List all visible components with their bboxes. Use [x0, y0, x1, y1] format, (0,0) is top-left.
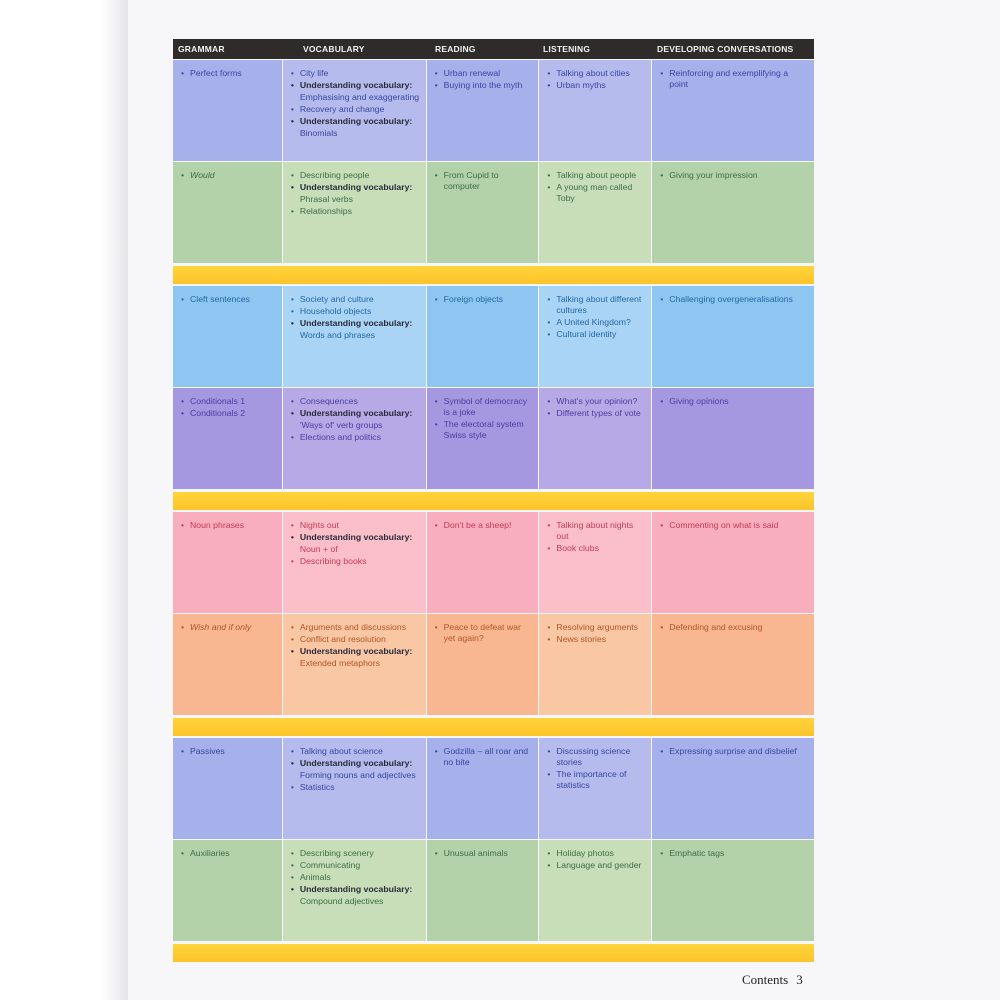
list-item: Forming nouns and adjectives [299, 770, 416, 780]
cell-list [433, 396, 533, 441]
cell-list [545, 68, 645, 91]
table-cell [652, 614, 814, 715]
table-cell [173, 840, 282, 941]
table-cell [652, 388, 814, 489]
page-number: 3 [796, 972, 803, 987]
table-cell [283, 512, 426, 613]
list-item: • Elections and politics [289, 432, 420, 443]
table-row [173, 738, 814, 839]
table-cell [283, 162, 426, 263]
list-item: • Understanding vocabulary: [289, 182, 420, 193]
list-item: Compound adjectives [299, 896, 384, 906]
table-cell [173, 162, 282, 263]
cell-list [658, 294, 808, 305]
list-item: • Symbol of democracy is a joke [433, 396, 533, 418]
list-item: • Consequences [289, 396, 420, 407]
cell-list [179, 520, 276, 531]
table-cell [283, 738, 426, 839]
table-row [173, 388, 814, 489]
list-item: • Understanding vocabulary: [289, 884, 420, 895]
header-cell: LISTENING [543, 44, 591, 54]
table-cell [283, 60, 426, 161]
cell-list [545, 622, 645, 645]
list-item: • Arguments and discussions [289, 622, 420, 633]
list-item: • Urban renewal [433, 68, 533, 79]
cell-list [545, 746, 645, 791]
list-item: • Defending and excusing [658, 622, 808, 633]
table-row [173, 614, 814, 715]
cell-list [289, 68, 420, 139]
list-item: • Conditionals 2 [179, 408, 276, 419]
list-item: • Talking about people [545, 170, 645, 181]
list-item: • Peace to defeat war yet again? [433, 622, 533, 644]
table-cell [427, 60, 539, 161]
header-cell: GRAMMAR [178, 44, 225, 54]
cell-list [433, 848, 533, 859]
cell-list [433, 294, 533, 305]
list-item: • Communicating [289, 860, 420, 871]
cell-list [179, 746, 276, 757]
list-item: • Wish and if only [179, 622, 276, 633]
cell-list [289, 396, 420, 443]
cell-list [179, 170, 276, 181]
table-row [173, 512, 814, 613]
list-item: • Conflict and resolution [289, 634, 420, 645]
cell-list [179, 848, 276, 859]
list-item: • The electoral system Swiss style [433, 419, 533, 441]
list-item: • Different types of vote [545, 408, 645, 419]
cell-list [179, 294, 276, 305]
cell-list [179, 622, 276, 633]
list-item: • Understanding vocabulary: [289, 646, 420, 657]
list-item: • Statistics [289, 782, 420, 793]
table-cell [539, 840, 651, 941]
cell-list [289, 848, 420, 907]
list-item: • Conditionals 1 [179, 396, 276, 407]
cell-list [433, 746, 533, 768]
list-item: • Challenging overgeneralisations [658, 294, 808, 305]
header-cell: READING [435, 44, 476, 54]
table-cell [427, 738, 539, 839]
list-item: Emphasising and exaggerating [299, 92, 420, 102]
list-item: • Household objects [289, 306, 420, 317]
table-row [173, 286, 814, 387]
list-item: Noun + of [299, 544, 338, 554]
table-cell [427, 388, 539, 489]
list-item: • Nights out [289, 520, 420, 531]
cell-list [289, 170, 420, 217]
list-item: Words and phrases [299, 330, 375, 340]
list-item: • Giving your impression [658, 170, 808, 181]
page-footer [742, 972, 803, 988]
table-cell [652, 738, 814, 839]
list-item: • Book clubs [545, 543, 645, 554]
list-item: • Understanding vocabulary: [289, 318, 420, 329]
cell-list [658, 396, 808, 407]
list-item: • Don't be a sheep! [433, 520, 533, 531]
cell-list [658, 848, 808, 859]
table-cell [652, 840, 814, 941]
table-cell [173, 738, 282, 839]
list-item: • Understanding vocabulary: [289, 532, 420, 543]
table-row [173, 840, 814, 941]
list-item: • News stories [545, 634, 645, 645]
table-cell [283, 840, 426, 941]
section-divider-band [173, 492, 814, 510]
table-cell [283, 614, 426, 715]
list-item: • Perfect forms [179, 68, 276, 79]
list-item: • Language and gender [545, 860, 645, 871]
table-cell [173, 512, 282, 613]
table-cell [283, 286, 426, 387]
list-item: • Understanding vocabulary: [289, 408, 420, 419]
list-item: • Talking about cities [545, 68, 645, 79]
cell-list [658, 520, 808, 531]
list-item: • Describing scenery [289, 848, 420, 859]
list-item: • Understanding vocabulary: [289, 758, 420, 769]
table-cell [283, 388, 426, 489]
cell-list [658, 746, 808, 757]
list-item: • Urban myths [545, 80, 645, 91]
list-item: • Noun phrases [179, 520, 276, 531]
list-item: • From Cupid to computer [433, 170, 533, 192]
cell-list [545, 170, 645, 204]
table-cell [539, 286, 651, 387]
list-item: • Discussing science stories [545, 746, 645, 768]
table-cell [173, 614, 282, 715]
left-margin [0, 0, 128, 1000]
table-cell [539, 512, 651, 613]
list-item: • Describing people [289, 170, 420, 181]
list-item: 'Ways of' verb groups [299, 420, 383, 430]
section-divider-band [173, 718, 814, 736]
table-body [173, 60, 814, 962]
section-divider-band [173, 944, 814, 962]
cell-list [433, 520, 533, 531]
cell-list [289, 520, 420, 567]
list-item: • Society and culture [289, 294, 420, 305]
list-item: • Recovery and change [289, 104, 420, 115]
table-cell [427, 512, 539, 613]
cell-list [545, 396, 645, 419]
cell-list [433, 68, 533, 91]
list-item: • Understanding vocabulary: [289, 80, 420, 91]
contents-table [173, 39, 814, 964]
cell-list [433, 622, 533, 644]
table-cell [173, 60, 282, 161]
list-item: Phrasal verbs [299, 194, 353, 204]
table-cell [539, 738, 651, 839]
table-cell [427, 286, 539, 387]
list-item: • Unusual animals [433, 848, 533, 859]
list-item: • Relationships [289, 206, 420, 217]
table-row [173, 60, 814, 161]
list-item: • Describing books [289, 556, 420, 567]
list-item: • Giving opinions [658, 396, 808, 407]
table-cell [652, 512, 814, 613]
table-cell [539, 60, 651, 161]
list-item: • Cultural identity [545, 329, 645, 340]
list-item: • Godzilla – all roar and no bite [433, 746, 533, 768]
list-item: • What's your opinion? [545, 396, 645, 407]
table-cell [173, 286, 282, 387]
list-item: • Cleft sentences [179, 294, 276, 305]
cell-list [289, 746, 420, 793]
list-item: • A young man called Toby [545, 182, 645, 204]
list-item: • A United Kingdom? [545, 317, 645, 328]
list-item: • Talking about different cultures [545, 294, 645, 316]
list-item: • Resolving arguments [545, 622, 645, 633]
cell-list [179, 396, 276, 419]
list-item: • The importance of statistics [545, 769, 645, 791]
cell-list [545, 520, 645, 554]
cell-list [289, 622, 420, 669]
list-item: • Holiday photos [545, 848, 645, 859]
header-cell: VOCABULARY [303, 44, 365, 54]
cell-list [433, 170, 533, 192]
list-item: • Commenting on what is said [658, 520, 808, 531]
list-item: • Auxiliaries [179, 848, 276, 859]
section-divider-band [173, 266, 814, 284]
list-item: • Emphatic tags [658, 848, 808, 859]
cell-list [658, 68, 808, 90]
list-item: • Talking about science [289, 746, 420, 757]
list-item: • Expressing surprise and disbelief [658, 746, 808, 757]
cell-list [545, 294, 645, 340]
table-header [173, 39, 814, 59]
list-item: • Passives [179, 746, 276, 757]
list-item: • Talking about nights out [545, 520, 645, 542]
table-cell [427, 840, 539, 941]
list-item: • Reinforcing and exemplifying a point [658, 68, 808, 90]
table-cell [652, 286, 814, 387]
table-cell [427, 614, 539, 715]
list-item: Binomials [299, 128, 338, 138]
list-item: • Animals [289, 872, 420, 883]
table-cell [427, 162, 539, 263]
list-item: • Understanding vocabulary: [289, 116, 420, 127]
list-item: Extended metaphors [299, 658, 380, 668]
cell-list [658, 170, 808, 181]
table-cell [652, 162, 814, 263]
list-item: • Buying into the myth [433, 80, 533, 91]
table-cell [539, 388, 651, 489]
cell-list [658, 622, 808, 633]
cell-list [179, 68, 276, 79]
table-row [173, 162, 814, 263]
table-cell [539, 162, 651, 263]
list-item: • City life [289, 68, 420, 79]
table-cell [652, 60, 814, 161]
cell-list [289, 294, 420, 341]
header-cell: DEVELOPING CONVERSATIONS [657, 44, 794, 54]
list-item: • Would [179, 170, 276, 181]
table-cell [539, 614, 651, 715]
footer-label: Contents [742, 972, 789, 987]
cell-list [545, 848, 645, 871]
list-item: • Foreign objects [433, 294, 533, 305]
table-cell [173, 388, 282, 489]
